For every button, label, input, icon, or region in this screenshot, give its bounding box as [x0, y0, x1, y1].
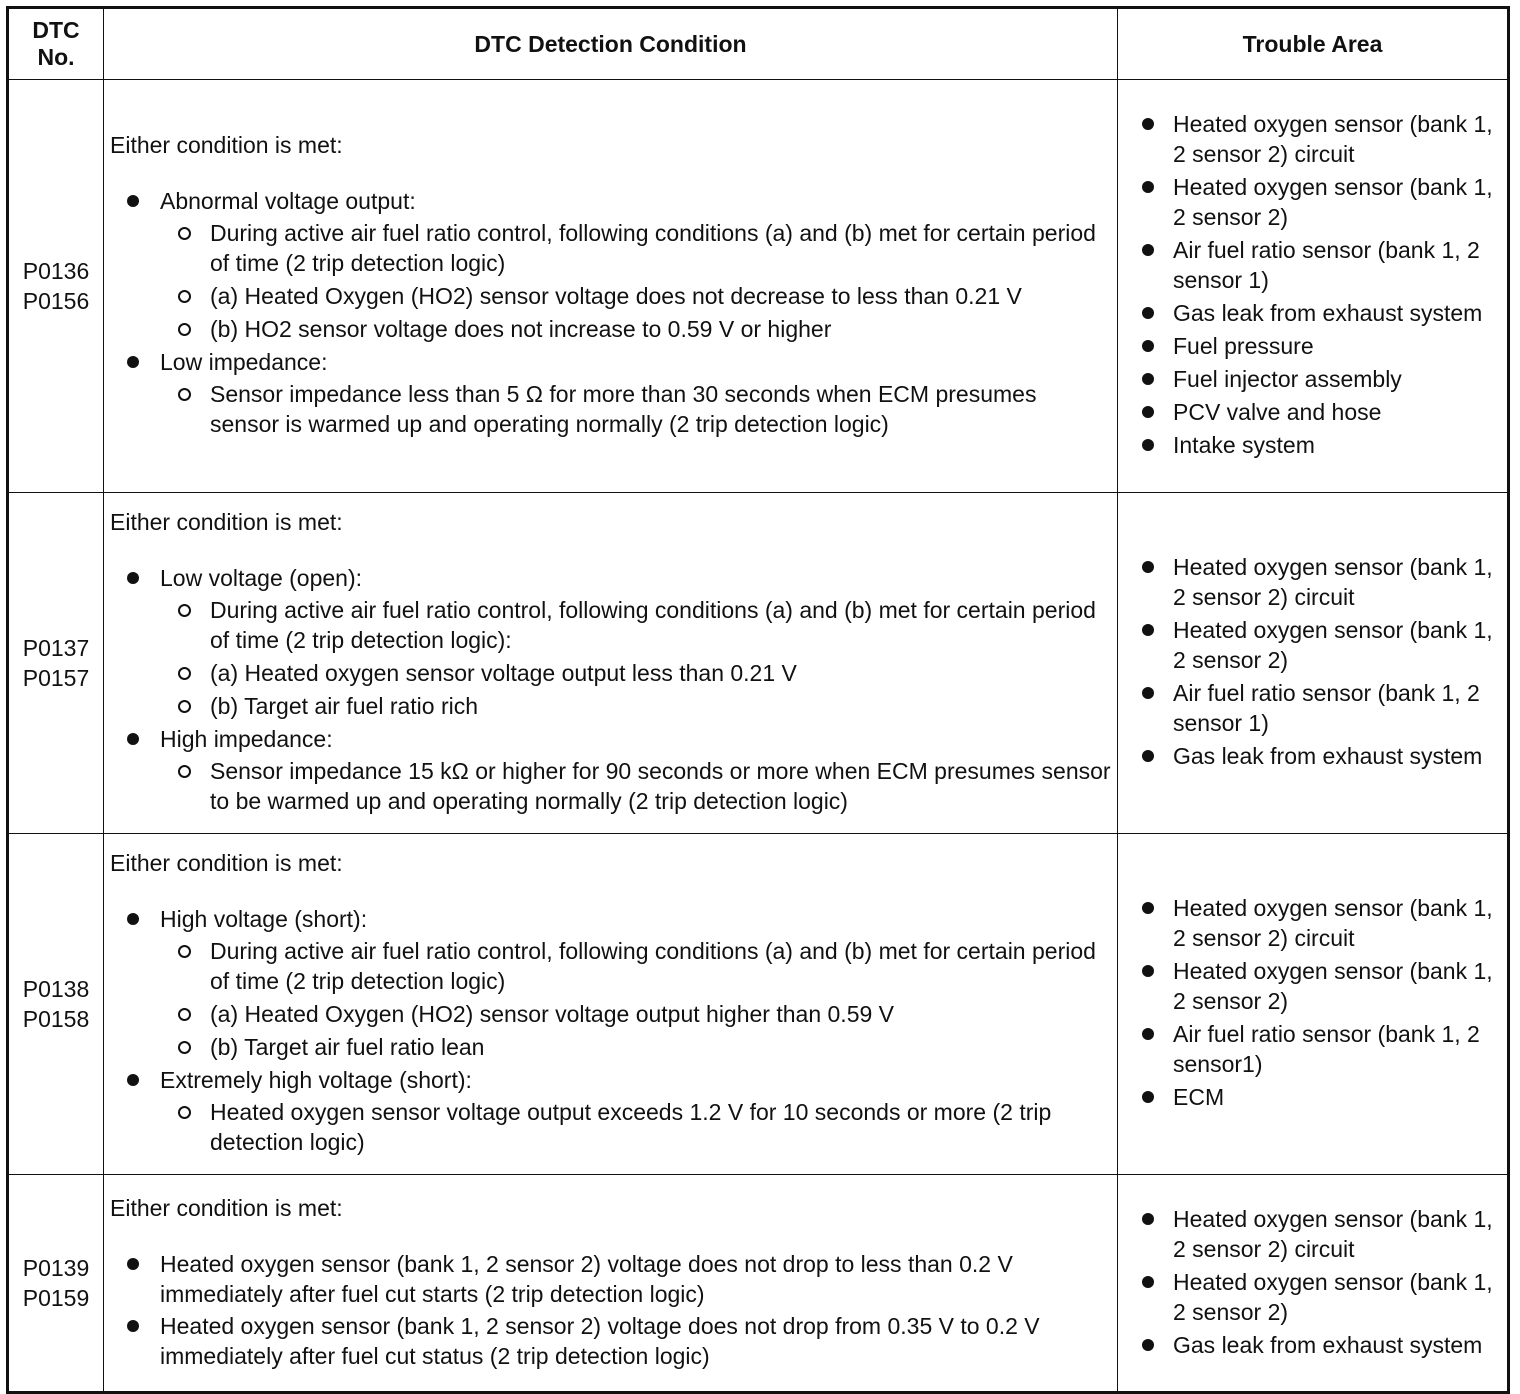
sub-condition-item — [160, 1097, 1111, 1157]
condition-intro: Either condition is met: — [110, 1195, 343, 1221]
hollow-bullet-icon — [178, 1106, 191, 1119]
trouble-area-text: Heated oxygen sensor (bank 1, 2 sensor 2) circuit — [1173, 111, 1493, 167]
condition-item — [110, 186, 1111, 344]
table-row — [8, 1175, 1509, 1393]
detection-condition-cell — [104, 493, 1118, 834]
sub-condition-text: (b) Target air fuel ratio lean — [210, 1034, 485, 1060]
dtc-code: P0139 — [22, 1255, 90, 1281]
condition-list — [110, 186, 1111, 439]
sub-condition-item — [160, 999, 1111, 1029]
sub-condition-text: (b) HO2 sensor voltage does not increase to 0.59 V or higher — [210, 316, 832, 342]
trouble-area-item — [1130, 741, 1499, 771]
hollow-bullet-icon — [178, 388, 191, 401]
filled-bullet-icon — [127, 195, 139, 207]
trouble-area-item — [1130, 364, 1499, 394]
condition-label: Extremely high voltage (short): — [160, 1067, 472, 1093]
dtc-code: P0157 — [22, 665, 90, 691]
sub-condition-item — [160, 756, 1111, 816]
trouble-area-text: PCV valve and hose — [1173, 399, 1382, 425]
filled-bullet-icon — [1142, 965, 1154, 977]
sub-condition-list — [160, 218, 1111, 344]
filled-bullet-icon — [1142, 439, 1154, 451]
trouble-area-text: Intake system — [1173, 432, 1315, 458]
dtc-code: P0158 — [22, 1006, 90, 1032]
filled-bullet-icon — [1142, 561, 1154, 573]
condition-item — [110, 563, 1111, 721]
dtc-code: P0138 — [22, 976, 90, 1002]
header-trouble-area: Trouble Area — [1118, 8, 1509, 80]
condition-label: Heated oxygen sensor (bank 1, 2 sensor 2) voltage does not drop from 0.35 V to 0.2 V immediately after fuel cut status (2 trip detection logic) — [160, 1313, 1040, 1369]
trouble-area-item — [1130, 109, 1499, 169]
sub-condition-text: (a) Heated Oxygen (HO2) sensor voltage output higher than 0.59 V — [210, 1001, 895, 1027]
filled-bullet-icon — [1142, 307, 1154, 319]
filled-bullet-icon — [127, 1074, 139, 1086]
filled-bullet-icon — [127, 913, 139, 925]
trouble-area-item — [1130, 893, 1499, 953]
trouble-area-cell — [1118, 834, 1509, 1175]
sub-condition-item — [160, 379, 1111, 439]
filled-bullet-icon — [1142, 244, 1154, 256]
filled-bullet-icon — [127, 356, 139, 368]
trouble-area-text: Heated oxygen sensor (bank 1, 2 sensor 2) circuit — [1173, 1205, 1493, 1262]
trouble-area-text: Air fuel ratio sensor (bank 1, 2 sensor 1) — [1173, 680, 1480, 736]
trouble-area-list — [1130, 552, 1499, 771]
filled-bullet-icon — [1142, 1339, 1154, 1351]
filled-bullet-icon — [127, 1258, 139, 1270]
trouble-area-cell — [1118, 80, 1509, 493]
trouble-area-cell — [1118, 493, 1509, 834]
hollow-bullet-icon — [178, 700, 191, 713]
sub-condition-list — [160, 756, 1111, 816]
hollow-bullet-icon — [178, 604, 191, 617]
sub-condition-text: (a) Heated Oxygen (HO2) sensor voltage does not decrease to less than 0.21 V — [210, 283, 1022, 309]
sub-condition-item — [160, 658, 1111, 688]
filled-bullet-icon — [1142, 624, 1154, 636]
sub-condition-text: (a) Heated oxygen sensor voltage output less than 0.21 V — [210, 660, 797, 686]
trouble-area-text: Heated oxygen sensor (bank 1, 2 sensor 2) — [1173, 1268, 1493, 1325]
table-row — [8, 493, 1509, 834]
trouble-area-item — [1130, 678, 1499, 738]
dtc-code: P0159 — [22, 1285, 90, 1311]
condition-item — [110, 347, 1111, 439]
trouble-area-item — [1130, 956, 1499, 1016]
sub-condition-list — [160, 1097, 1111, 1157]
hollow-bullet-icon — [178, 1008, 191, 1021]
sub-condition-text: (b) Target air fuel ratio rich — [210, 693, 479, 719]
condition-item — [110, 904, 1111, 1062]
sub-condition-item — [160, 691, 1111, 721]
trouble-area-item — [1130, 298, 1499, 328]
condition-intro: Either condition is met: — [110, 132, 343, 158]
sub-condition-item — [160, 218, 1111, 278]
dtc-table — [6, 6, 1510, 1394]
detection-condition-cell — [104, 1175, 1118, 1393]
trouble-area-text: ECM — [1173, 1084, 1225, 1110]
trouble-area-text: Fuel injector assembly — [1173, 366, 1402, 392]
trouble-area-item — [1130, 615, 1499, 675]
condition-label: Low voltage (open): — [160, 565, 363, 591]
sub-condition-item — [160, 1032, 1111, 1062]
dtc-code: P0136 — [22, 258, 90, 284]
hollow-bullet-icon — [178, 1041, 191, 1054]
trouble-area-text: Air fuel ratio sensor (bank 1, 2 sensor1) — [1173, 1021, 1480, 1077]
hollow-bullet-icon — [178, 227, 191, 240]
sub-condition-text: Sensor impedance 15 kΩ or higher for 90 seconds or more when ECM presumes sensor to be warmed up and operating normally (2 trip detection logic) — [210, 758, 1111, 814]
trouble-area-item — [1130, 1019, 1499, 1079]
header-detection-condition: DTC Detection Condition — [104, 8, 1118, 80]
trouble-area-item — [1130, 172, 1499, 232]
hollow-bullet-icon — [178, 323, 191, 336]
trouble-area-item — [1130, 1082, 1499, 1112]
sub-condition-list — [160, 595, 1111, 721]
condition-label: Low impedance: — [160, 349, 328, 375]
hollow-bullet-icon — [178, 945, 191, 958]
trouble-area-item — [1130, 1330, 1499, 1360]
sub-condition-text: Sensor impedance less than 5 Ω for more than 30 seconds when ECM presumes sensor is warmed up and operating normally (2 trip detection logic) — [210, 381, 1037, 437]
condition-item — [110, 1065, 1111, 1157]
filled-bullet-icon — [1142, 902, 1154, 914]
dtc-code-cell — [8, 1175, 104, 1393]
filled-bullet-icon — [127, 572, 139, 584]
header-dtc-no: DTC No. — [8, 8, 104, 80]
trouble-area-item — [1130, 430, 1499, 460]
trouble-area-list — [1130, 1204, 1499, 1360]
sub-condition-item — [160, 281, 1111, 311]
sub-condition-text: During active air fuel ratio control, following conditions (a) and (b) met for certain period of time (2 trip detection logic): — [210, 597, 1096, 653]
trouble-area-text: Gas leak from exhaust system — [1173, 743, 1483, 769]
trouble-area-text: Fuel pressure — [1173, 333, 1314, 359]
dtc-code: P0137 — [22, 635, 90, 661]
trouble-area-item — [1130, 552, 1499, 612]
condition-label: High voltage (short): — [160, 906, 368, 932]
filled-bullet-icon — [1142, 340, 1154, 352]
hollow-bullet-icon — [178, 290, 191, 303]
condition-label: High impedance: — [160, 726, 333, 752]
filled-bullet-icon — [1142, 181, 1154, 193]
trouble-area-item — [1130, 235, 1499, 295]
condition-list — [110, 563, 1111, 816]
trouble-area-text: Heated oxygen sensor (bank 1, 2 sensor 2) — [1173, 958, 1493, 1014]
condition-label: Abnormal voltage output: — [160, 188, 416, 214]
sub-condition-text: During active air fuel ratio control, following conditions (a) and (b) met for certain period of time (2 trip detection logic) — [210, 938, 1096, 994]
dtc-code: P0156 — [22, 288, 90, 314]
filled-bullet-icon — [1142, 687, 1154, 699]
condition-item — [110, 1311, 1111, 1371]
sub-condition-item — [160, 595, 1111, 655]
condition-intro: Either condition is met: — [110, 509, 343, 535]
condition-list — [110, 904, 1111, 1157]
trouble-area-item — [1130, 397, 1499, 427]
table-row — [8, 80, 1509, 493]
filled-bullet-icon — [127, 1320, 139, 1332]
sub-condition-item — [160, 314, 1111, 344]
condition-list — [110, 1249, 1111, 1371]
dtc-code-cell — [8, 834, 104, 1175]
filled-bullet-icon — [127, 733, 139, 745]
filled-bullet-icon — [1142, 750, 1154, 762]
filled-bullet-icon — [1142, 118, 1154, 130]
dtc-code-cell — [8, 80, 104, 493]
condition-label: Heated oxygen sensor (bank 1, 2 sensor 2) voltage does not drop to less than 0.2 V immediately after fuel cut starts (2 trip detection logic) — [160, 1251, 1013, 1307]
trouble-area-text: Heated oxygen sensor (bank 1, 2 sensor 2) circuit — [1173, 895, 1493, 951]
filled-bullet-icon — [1142, 1028, 1154, 1040]
filled-bullet-icon — [1142, 1276, 1154, 1288]
hollow-bullet-icon — [178, 765, 191, 778]
trouble-area-item — [1130, 1204, 1499, 1264]
trouble-area-text: Heated oxygen sensor (bank 1, 2 sensor 2) circuit — [1173, 554, 1493, 610]
sub-condition-list — [160, 936, 1111, 1062]
trouble-area-list — [1130, 893, 1499, 1112]
sub-condition-text: Heated oxygen sensor voltage output exceeds 1.2 V for 10 seconds or more (2 trip detection logic) — [210, 1099, 1052, 1155]
sub-condition-list — [160, 379, 1111, 439]
filled-bullet-icon — [1142, 373, 1154, 385]
trouble-area-text: Gas leak from exhaust system — [1173, 300, 1483, 326]
sub-condition-item — [160, 936, 1111, 996]
trouble-area-cell — [1118, 1175, 1509, 1393]
condition-item — [110, 724, 1111, 816]
filled-bullet-icon — [1142, 1213, 1154, 1225]
condition-item — [110, 1249, 1111, 1309]
hollow-bullet-icon — [178, 667, 191, 680]
trouble-area-text: Heated oxygen sensor (bank 1, 2 sensor 2) — [1173, 617, 1493, 673]
header-row — [8, 8, 1509, 80]
trouble-area-text: Heated oxygen sensor (bank 1, 2 sensor 2) — [1173, 174, 1493, 230]
condition-intro: Either condition is met: — [110, 850, 343, 876]
filled-bullet-icon — [1142, 406, 1154, 418]
trouble-area-text: Air fuel ratio sensor (bank 1, 2 sensor 1) — [1173, 237, 1480, 293]
filled-bullet-icon — [1142, 1091, 1154, 1103]
trouble-area-text: Gas leak from exhaust system — [1173, 1331, 1483, 1358]
detection-condition-cell — [104, 834, 1118, 1175]
table-row — [8, 834, 1509, 1175]
dtc-code-cell — [8, 493, 104, 834]
trouble-area-list — [1130, 109, 1499, 460]
sub-condition-text: During active air fuel ratio control, following conditions (a) and (b) met for certain period of time (2 trip detection logic) — [210, 220, 1096, 276]
trouble-area-item — [1130, 331, 1499, 361]
detection-condition-cell — [104, 80, 1118, 493]
